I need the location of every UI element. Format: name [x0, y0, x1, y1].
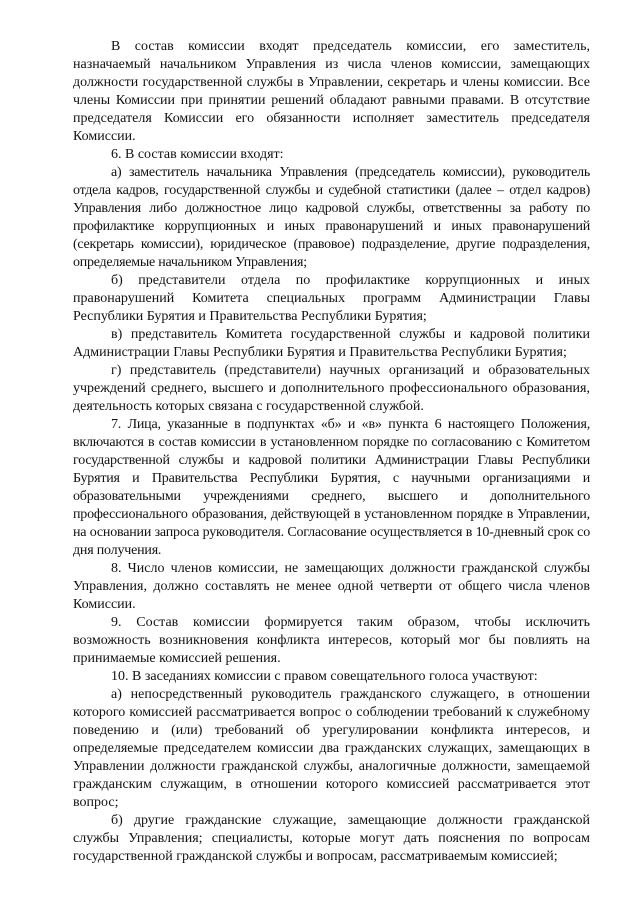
paragraph-10a: а) непосредственный руководитель гражданского служащего, в отношении которого комиссией рассматривается вопрос о соблюдении требований к служебному поведению и (или) требований об урегулировании конфликта интересов, и определяемые председателем комиссии два гражданских служащих, замещающих в Управлении должности гражданской службы, аналогичные должности, замещаемой гражданским служащим, в отношении которого комиссией рассматривается этот вопрос; — [73, 687, 590, 810]
paragraph-7: 7. Лица, указанные в подпунктах «б» и «в» пункта 6 настоящего Положения, включаются в состав комиссии в установленном порядке по согласованию с Комитетом государственной службы и кадровой политики Администрации Главы Республики Бурятия и Правительства Республики Бурятия, с научными организациями и образовательными учреждениями среднего, высшего и дополнительного профессионального образования, действующей в установленном порядке в Управлении, на основании запроса руководителя. Согласование осуществляется в 10-дневный срок со дня получения. — [73, 417, 590, 558]
paragraph-6g: г) представитель (представители) научных организаций и образовательных учреждений среднего, высшего и дополнительного профессионального образования, деятельность которых связана с государственной службой. — [73, 363, 590, 414]
paragraph-6v: в) представитель Комитета государственной службы и кадровой политики Администрации Главы Республики Бурятия и Правительства Республики Бурятия; — [73, 327, 590, 360]
paragraph-10b: б) другие гражданские служащие, замещающие должности гражданской службы Управления; специалисты, которые могут дать пояснения по вопросам государственной гражданской службы и вопросам, рассматриваемым комиссией; — [73, 813, 590, 864]
paragraph-commission-composition: В состав комиссии входят председатель комиссии, его заместитель, назначаемый начальником Управления из числа членов комиссии, замещающих должности государственной службы в Управлении, секретарь и члены комиссии. Все члены Комиссии при принятии решений обладают равными правами. В отсутствие председателя Комиссии его обязанности исполняет заместитель председателя Комиссии. — [73, 39, 590, 144]
paragraph-10: 10. В заседаниях комиссии с правом совещательного голоса участвуют: — [111, 669, 538, 684]
document-body — [73, 38, 590, 866]
paragraph-9: 9. Состав комиссии формируется таким образом, чтобы исключить возможность возникновения конфликта интересов, который мог бы повлиять на принимаемые комиссией решения. — [73, 615, 590, 666]
paragraph-6b: б) представители отдела по профилактике коррупционных и иных правонарушений Комитета специальных программ Администрации Главы Республики Бурятия и Правительства Республики Бурятия; — [73, 273, 590, 324]
paragraph-8: 8. Число членов комиссии, не замещающих должности гражданской службы Управления, должно составлять не менее одной четверти от общего числа членов Комиссии. — [73, 561, 590, 612]
paragraph-6a: а) заместитель начальника Управления (председатель комиссии), руководитель отдела кадров, государственной службы и судебной статистики (далее – отдел кадров) Управления либо должностное лицо кадровой службы, ответственны за работу по профилактике коррупционных и иных правонарушений и иных правонарушений (секретарь комиссии), юридическое (правовое) подразделение, другие подразделения, определяемые начальником Управления; — [73, 165, 590, 270]
paragraph-6: 6. В состав комиссии входят: — [111, 147, 284, 162]
